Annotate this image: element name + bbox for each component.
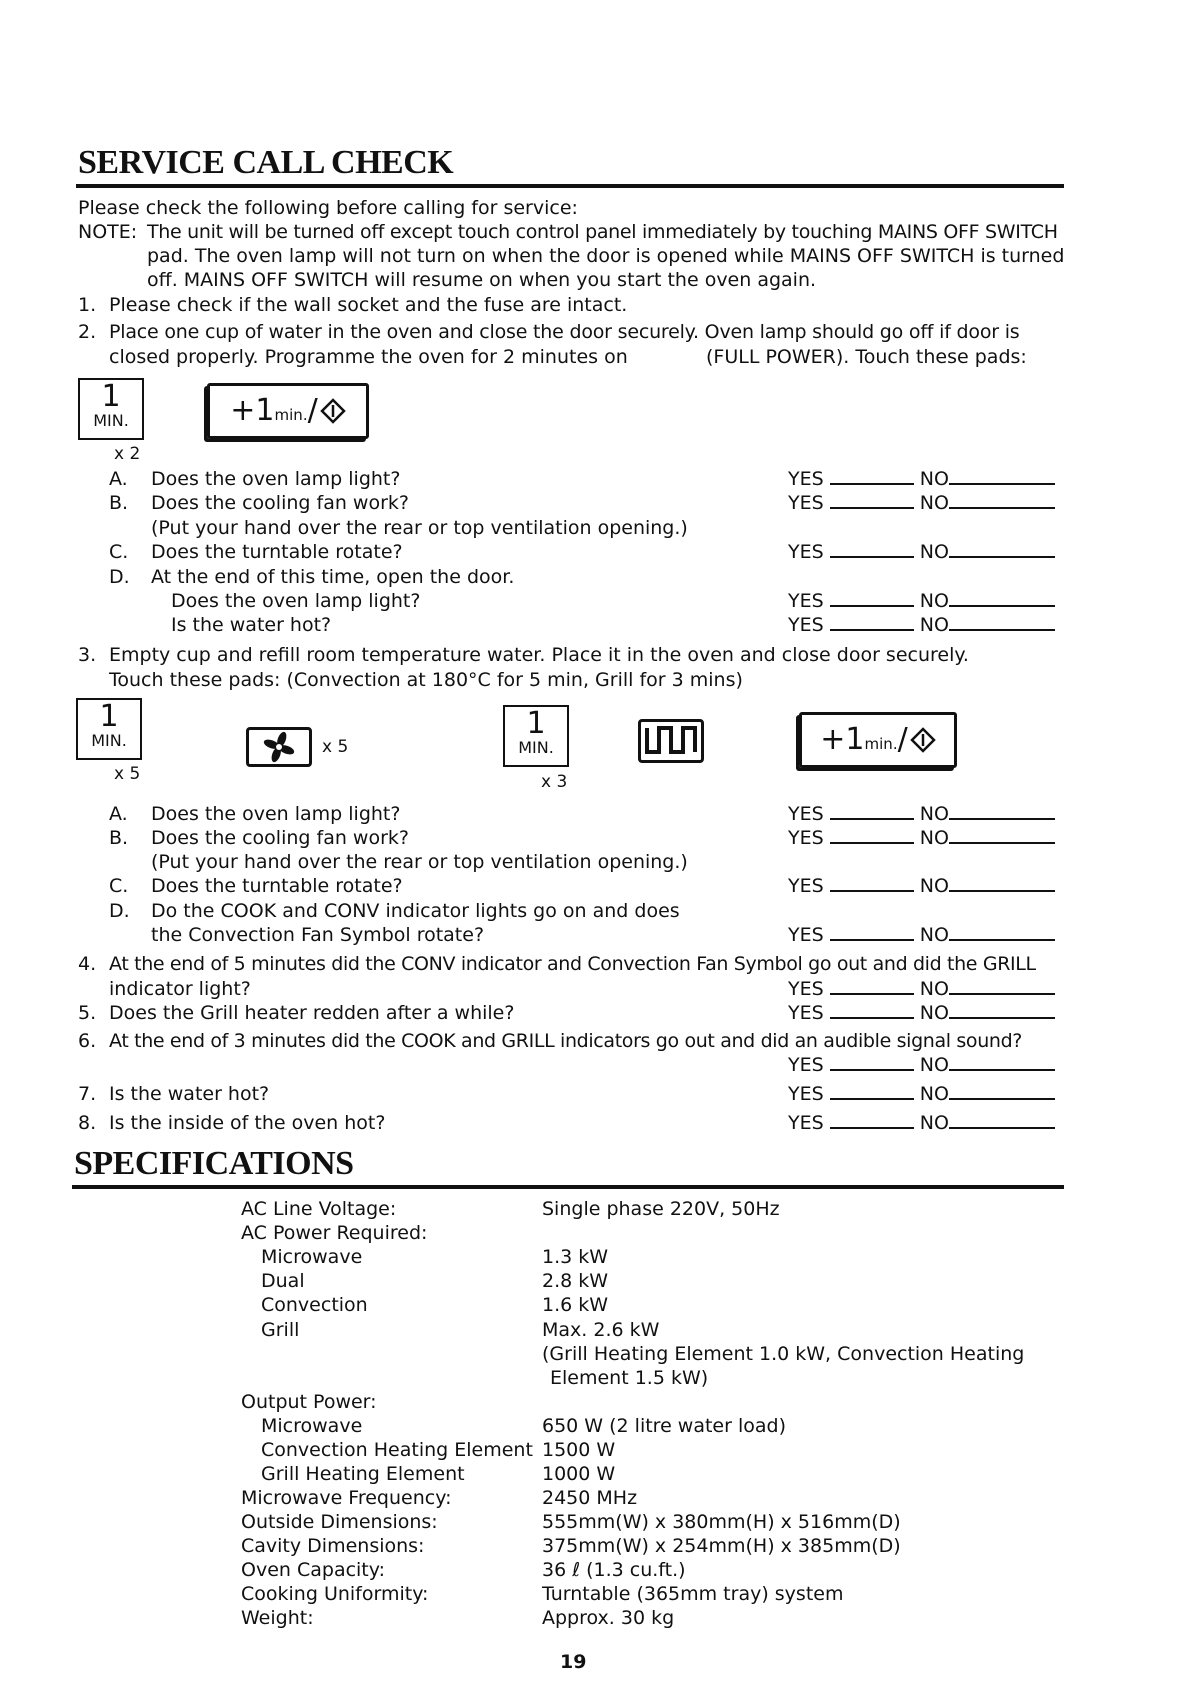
spec-label: Outside Dimensions: <box>241 1511 438 1533</box>
start-key-slash: / <box>897 722 908 757</box>
question-letter: B. <box>109 827 129 849</box>
question-note: (Put your hand over the rear or top ventilation opening.) <box>151 517 688 539</box>
question-letter: A. <box>109 803 128 825</box>
step-number: 1. <box>78 294 97 316</box>
convection-fan-icon <box>249 730 309 764</box>
start-key-main: +1 <box>820 722 865 757</box>
step-number: 8. <box>78 1112 97 1134</box>
spec-label: Convection Heating Element <box>261 1439 533 1461</box>
spec-label: Cooking Uniformity: <box>241 1583 429 1605</box>
spec-value: 36 ℓ (1.3 cu.ft.) <box>542 1559 686 1581</box>
spec-value: 1500 W <box>542 1439 616 1461</box>
yes-no-answer: YES NO <box>788 589 1055 613</box>
spec-value: 555mm(W) x 380mm(H) x 516mm(D) <box>542 1511 901 1533</box>
question-text: Does the oven lamp light? <box>171 590 421 612</box>
start-key-sub: min. <box>274 406 308 424</box>
spec-note: Element 1.5 kW) <box>550 1367 709 1389</box>
key-label: MIN. <box>91 731 127 750</box>
start-key-main: +1 <box>230 393 275 428</box>
step4-line: indicator light? <box>109 978 251 1000</box>
spec-value: 1.6 kW <box>542 1294 609 1316</box>
key-label: MIN. <box>93 411 129 430</box>
step2-line: closed properly. Programme the oven for 2 minutes on <box>109 346 628 368</box>
spec-value: 2.8 kW <box>542 1270 609 1292</box>
yes-no-answer: YES NO <box>788 1001 1055 1025</box>
question-text: Does the oven lamp light? <box>151 468 401 490</box>
question-text: Is the water hot? <box>171 614 332 636</box>
step3-line: Empty cup and refill room temperature water. Place it in the oven and close door securely. <box>109 644 969 666</box>
yes-no-answer: YES NO <box>788 923 1055 947</box>
specs-rule <box>72 1185 1064 1189</box>
press-count: x 5 <box>114 764 141 784</box>
step7-text: Is the water hot? <box>109 1083 270 1105</box>
note-label: NOTE: <box>78 221 138 243</box>
yes-no-answer: YES NO <box>788 467 1055 491</box>
spec-label: Cavity Dimensions: <box>241 1535 425 1557</box>
yes-no-answer: YES NO <box>788 613 1055 637</box>
step3-line: Touch these pads: (Convection at 180°C for 5 min, Grill for 3 mins) <box>109 669 743 691</box>
spec-value: 1000 W <box>542 1463 616 1485</box>
press-count: x 5 <box>322 737 349 757</box>
key-digit: 1 <box>526 706 546 741</box>
step2-line: (FULL POWER). Touch these pads: <box>706 346 1027 368</box>
grill-element-icon <box>641 722 701 760</box>
service-title: SERVICE CALL CHECK <box>78 144 454 181</box>
spec-label: Convection <box>261 1294 368 1316</box>
key-digit: 1 <box>101 379 121 414</box>
spec-value: Approx. 30 kg <box>542 1607 675 1629</box>
spec-value: 2450 MHz <box>542 1487 638 1509</box>
question-letter: A. <box>109 468 128 490</box>
plus-one-min-start-key <box>799 712 957 768</box>
question-letter: C. <box>109 875 129 897</box>
yes-no-answer: YES NO <box>788 977 1055 1001</box>
spec-label: Dual <box>261 1270 305 1292</box>
spec-label: Weight: <box>241 1607 314 1629</box>
question-letter: C. <box>109 541 129 563</box>
yes-no-answer: YES NO <box>788 826 1055 850</box>
yes-no-answer: YES NO <box>788 491 1055 515</box>
press-count: x 2 <box>114 444 141 464</box>
step-number: 7. <box>78 1083 97 1105</box>
spec-label: Oven Capacity: <box>241 1559 386 1581</box>
step-number: 2. <box>78 321 97 343</box>
step2-line: Place one cup of water in the oven and close the door securely. Oven lamp should go off if door is <box>109 321 1020 343</box>
spec-label: AC Line Voltage: <box>241 1198 397 1220</box>
question-letter: D. <box>109 900 130 922</box>
spec-value: Single phase 220V, 50Hz <box>542 1198 780 1220</box>
yes-no-answer: YES NO <box>788 1053 1055 1077</box>
step-number: 3. <box>78 644 97 666</box>
yes-no-answer: YES NO <box>788 874 1055 898</box>
spec-value: Max. 2.6 kW <box>542 1319 660 1341</box>
intro-text: Please check the following before calling for service: <box>78 197 578 219</box>
spec-label: Grill Heating Element <box>261 1463 465 1485</box>
yes-no-answer: YES NO <box>788 540 1055 564</box>
spec-value: 375mm(W) x 254mm(H) x 385mm(D) <box>542 1535 901 1557</box>
question-text: Does the cooling fan work? <box>151 492 409 514</box>
step5-text: Does the Grill heater redden after a while? <box>109 1002 515 1024</box>
step6-text: At the end of 3 minutes did the COOK and GRILL indicators go out and did an audible signal sound? <box>109 1030 1023 1052</box>
start-key-sub: min. <box>864 735 898 753</box>
step-number: 4. <box>78 953 97 975</box>
yes-no-answer: YES NO <box>788 1111 1055 1135</box>
specs-title: SPECIFICATIONS <box>74 1145 354 1182</box>
spec-label: AC Power Required: <box>241 1222 428 1244</box>
yes-no-answer: YES NO <box>788 1082 1055 1106</box>
spec-value: 650 W (2 litre water load) <box>542 1415 786 1437</box>
spec-label: Microwave Frequency: <box>241 1487 452 1509</box>
step1-text: Please check if the wall socket and the fuse are intact. <box>109 294 628 316</box>
step8-text: Is the inside of the oven hot? <box>109 1112 386 1134</box>
step-number: 6. <box>78 1030 97 1052</box>
title-rule <box>76 184 1064 188</box>
start-icon <box>910 727 936 753</box>
step4-line: At the end of 5 minutes did the CONV indicator and Convection Fan Symbol go out and did the GRILL <box>109 953 1036 975</box>
convection-key <box>246 727 312 767</box>
spec-value: Turntable (365mm tray) system <box>542 1583 844 1605</box>
spec-label: Output Power: <box>241 1391 377 1413</box>
question-note: (Put your hand over the rear or top ventilation opening.) <box>151 851 688 873</box>
question-text: At the end of this time, open the door. <box>151 566 515 588</box>
note-line: off. MAINS OFF SWITCH will resume on when you start the oven again. <box>147 269 817 291</box>
question-text: Does the turntable rotate? <box>151 875 403 897</box>
note-line: pad. The oven lamp will not turn on when the door is opened while MAINS OFF SWITCH is turned <box>147 245 1065 267</box>
question-text: Do the COOK and CONV indicator lights go on and does <box>151 900 680 922</box>
one-min-key <box>76 698 142 760</box>
question-text: Does the cooling fan work? <box>151 827 409 849</box>
one-min-key <box>503 705 569 767</box>
step-number: 5. <box>78 1002 97 1024</box>
question-text: Does the turntable rotate? <box>151 541 403 563</box>
spec-label: Microwave <box>261 1415 363 1437</box>
one-min-key <box>78 378 144 440</box>
spec-note: (Grill Heating Element 1.0 kW, Convection Heating <box>542 1343 1025 1365</box>
grill-key <box>638 719 704 763</box>
plus-one-min-start-key <box>207 383 369 439</box>
spec-value: 1.3 kW <box>542 1246 609 1268</box>
press-count: x 3 <box>541 772 568 792</box>
question-text: the Convection Fan Symbol rotate? <box>151 924 485 946</box>
spec-label: Microwave <box>261 1246 363 1268</box>
key-digit: 1 <box>99 699 119 734</box>
page-number: 19 <box>560 1651 587 1673</box>
question-text: Does the oven lamp light? <box>151 803 401 825</box>
question-letter: B. <box>109 492 129 514</box>
spec-label: Grill <box>261 1319 300 1341</box>
start-key-slash: / <box>307 393 318 428</box>
key-label: MIN. <box>518 738 554 757</box>
question-letter: D. <box>109 566 130 588</box>
start-icon <box>320 398 346 424</box>
note-line: The unit will be turned off except touch control panel immediately by touching MAINS OFF SWITCH <box>147 221 1058 243</box>
yes-no-answer: YES NO <box>788 802 1055 826</box>
